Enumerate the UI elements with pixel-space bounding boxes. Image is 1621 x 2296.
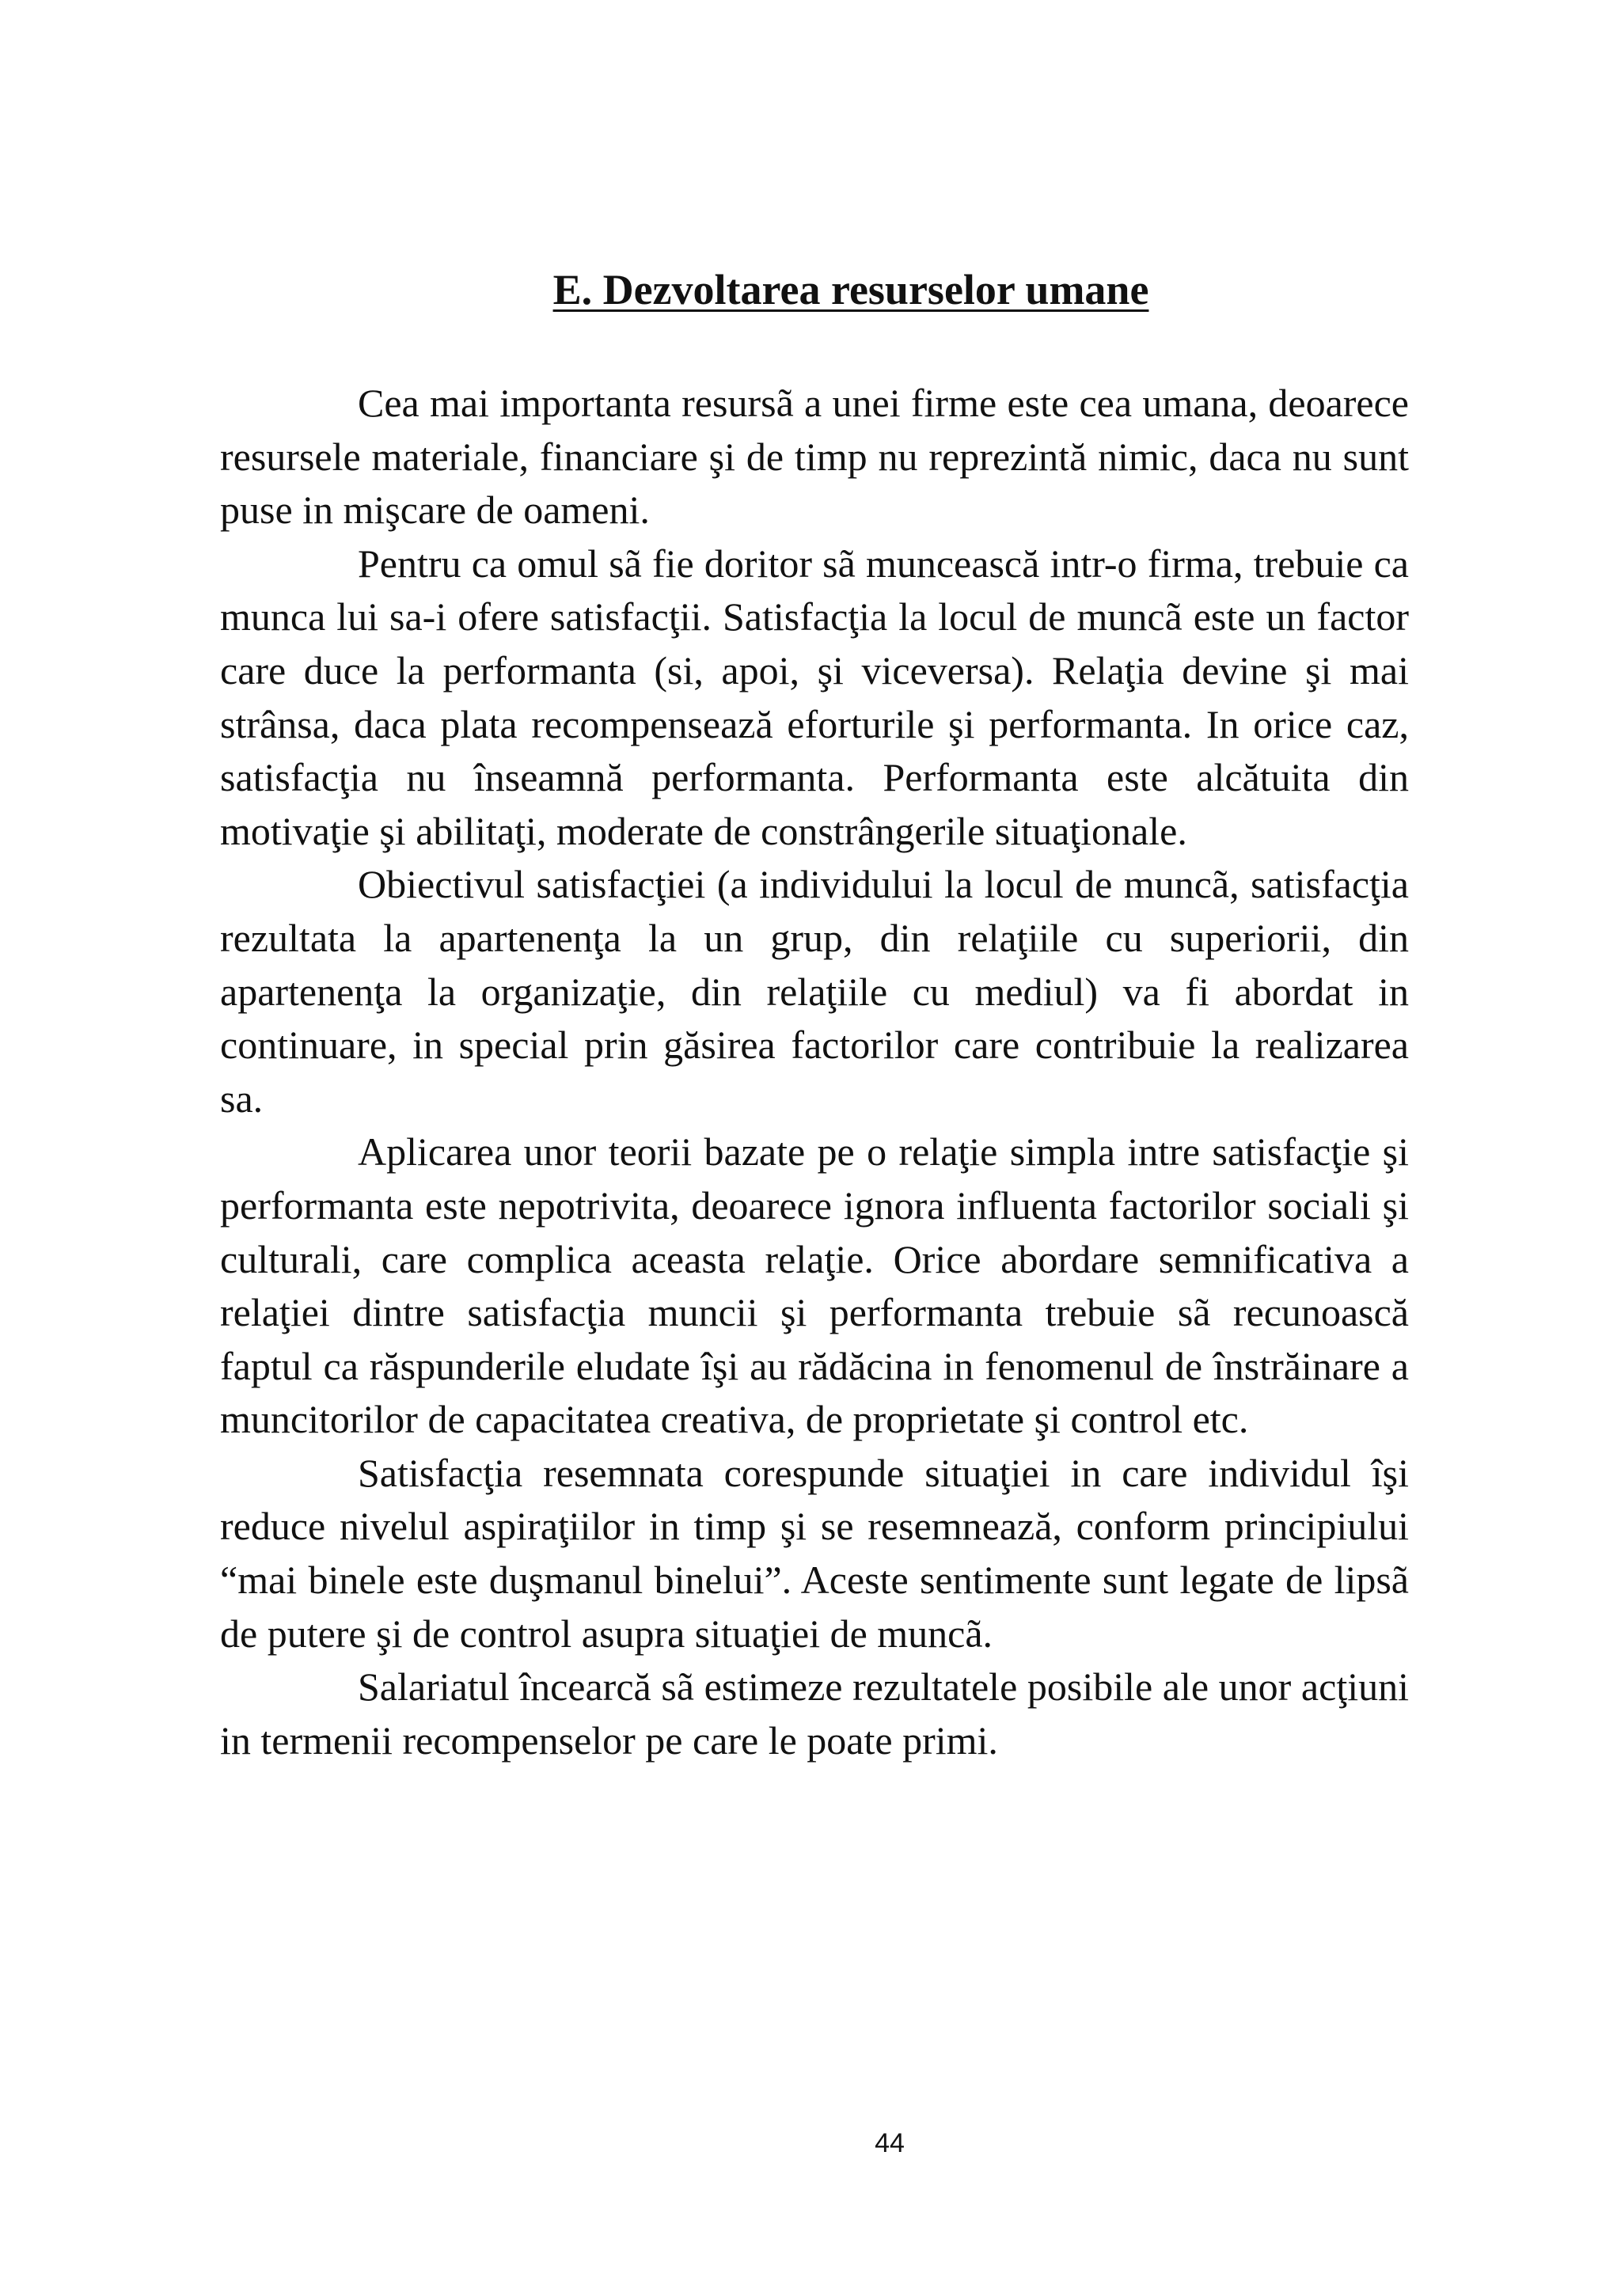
page-number: 44 xyxy=(875,2128,905,2158)
paragraph-4: Aplicarea unor teorii bazate pe o relaţie simpla intre satisfacţie şi performanta este nepotrivita, deoarece ignora influenta factorilor sociali şi culturali, care complica aceasta relaţie. Orice abordare semnificativa a relaţiei dintre satisfacţia muncii şi performanta trebuie sã recunoască faptul ca răspunderile eludate îşi au rădăcina in fenomenul de înstrăinare a muncitorilor de capacitatea creativa, de proprietate şi control etc. xyxy=(220,1129,1409,1442)
paragraph-5: Satisfacţia resemnata corespunde situaţiei in care individul îşi reduce nivelul aspiraţiilor in timp şi se resemnează, conform principiului “mai binele este duşmanul binelui”. Aceste sentimente sunt legate de lipsã de putere şi de control asupra situaţiei de muncã. xyxy=(220,1450,1409,1656)
paragraph-2: Pentru ca omul sã fie doritor sã muncească intr-o firma, trebuie ca munca lui sa-i ofere satisfacţii. Satisfacţia la locul de muncã este un factor care duce la performanta (si, apoi, şi viceversa). Relaţia devine şi mai strânsa, daca plata recompensează eforturile şi performanta. In orice caz, satisfacţia nu înseamnă performanta. Performanta este alcătuita din motivaţie şi abilitaţi, moderate de constrângerile situaţionale. xyxy=(220,541,1409,853)
body-text xyxy=(220,377,1409,1767)
paragraph-3: Obiectivul satisfacţiei (a individului la locul de muncã, satisfacţia rezultata la apartenenţa la un grup, din relaţiile cu superiorii, din apartenenţa la organizaţie, din relaţiile cu mediul) va fi abordat in continuare, in special prin găsirea factorilor care contribuie la realizarea sa. xyxy=(220,862,1409,1121)
paragraph-6: Salariatul încearcă sã estimeze rezultatele posibile ale unor acţiuni in termenii recompenselor pe care le poate primi. xyxy=(220,1664,1409,1763)
section-heading xyxy=(0,258,1621,321)
section-heading-text: E. Dezvoltarea resurselor umane xyxy=(552,266,1149,313)
paragraph-1: Cea mai importanta resursã a unei firme este cea umana, deoarece resursele materiale, financiare şi de timp nu reprezintă nimic, daca nu sunt puse in mişcare de oameni. xyxy=(220,381,1409,533)
